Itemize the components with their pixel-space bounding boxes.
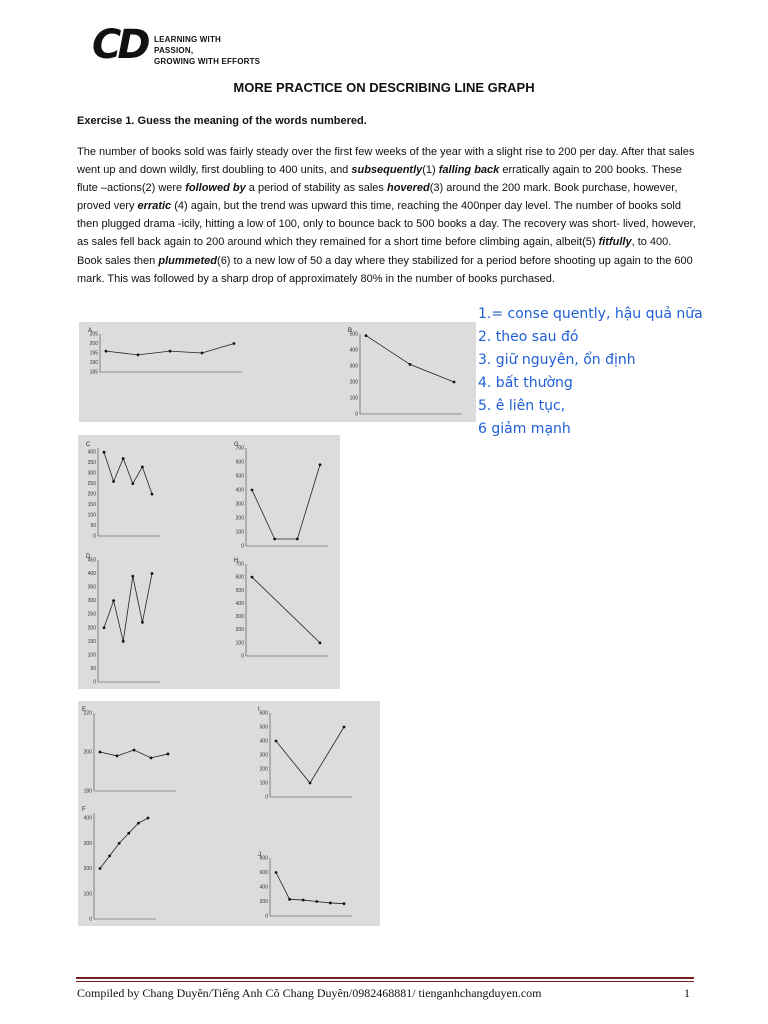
- page-title: MORE PRACTICE ON DESCRIBING LINE GRAPH: [233, 80, 535, 95]
- series-line: [100, 818, 148, 868]
- y-tick-label: 200: [235, 627, 244, 634]
- handwritten-note: 4. bất thường: [478, 375, 573, 391]
- data-point: [112, 480, 115, 483]
- y-tick-label: 100: [235, 529, 244, 536]
- data-point: [103, 451, 106, 454]
- y-tick-label: 0: [241, 653, 244, 660]
- paragraph-text: a period of stability as sales: [245, 182, 387, 195]
- data-point: [233, 342, 236, 345]
- y-tick-label: 300: [349, 363, 358, 370]
- series-line: [104, 452, 152, 494]
- y-tick-label: 200: [235, 515, 244, 522]
- data-point: [319, 463, 322, 466]
- y-tick-label: 600: [235, 459, 244, 466]
- y-tick-label: 200: [83, 749, 92, 756]
- line-chart-b: [346, 326, 466, 418]
- y-tick-label: 200: [89, 341, 98, 347]
- line-chart-c: [84, 440, 164, 540]
- data-point: [288, 898, 291, 901]
- data-point: [343, 726, 346, 729]
- y-tick-label: 500: [259, 724, 268, 731]
- data-point: [343, 902, 346, 905]
- series-line: [276, 727, 344, 783]
- y-tick-label: 600: [259, 710, 268, 717]
- y-tick-label: 150: [87, 502, 96, 509]
- data-point: [131, 575, 134, 578]
- data-point: [127, 832, 130, 835]
- line-chart-g: [232, 440, 332, 550]
- y-tick-label: 400: [87, 571, 96, 578]
- chart-svg: [84, 552, 164, 686]
- data-point: [329, 902, 332, 905]
- data-point: [105, 350, 108, 353]
- line-chart-e: [80, 705, 180, 795]
- data-point: [112, 599, 115, 602]
- y-tick-label: 600: [259, 870, 268, 876]
- y-tick-label: 400: [235, 600, 244, 607]
- logo-mark: CD: [92, 22, 147, 68]
- data-point: [141, 465, 144, 468]
- y-tick-label: 400: [87, 449, 96, 456]
- series-line: [276, 873, 344, 904]
- y-tick-label: 500: [235, 473, 244, 480]
- paragraph-text: erratically again to 200 books. These flute –actions(2) were: [77, 164, 682, 195]
- data-point: [103, 626, 106, 629]
- y-tick-label: 200: [87, 625, 96, 632]
- data-point: [273, 538, 276, 541]
- emphasized-term: followed by: [185, 182, 246, 195]
- y-tick-label: 100: [87, 512, 96, 519]
- data-point: [319, 641, 322, 644]
- chart-svg: [80, 805, 160, 923]
- y-tick-label: 300: [87, 598, 96, 605]
- y-tick-label: 300: [83, 840, 92, 847]
- chart-letter: J: [258, 852, 261, 858]
- data-point: [137, 822, 140, 825]
- series-line: [252, 465, 320, 539]
- y-tick-label: 400: [83, 815, 92, 822]
- data-point: [315, 900, 318, 903]
- y-tick-label: 200: [83, 866, 92, 873]
- y-tick-label: 180: [83, 788, 92, 795]
- paragraph-text: The number of books sold was fairly steady over the first few weeks of the year with a slight rise to 200 per day. After that sales went up and down wildly, first doubling to 400 units, and: [77, 146, 695, 177]
- data-point: [453, 381, 456, 384]
- y-tick-label: 190: [89, 360, 98, 366]
- y-tick-label: 205: [89, 331, 98, 338]
- paragraph-text: (6) to a new low of 50 a day where they stabilized for a period before shooting up again to the 600 mark. This was followed by a sharp drop of approximately 80% in the number of books purchased.: [77, 254, 693, 285]
- handwritten-note: 5. ê liên tục,: [478, 398, 566, 414]
- line-chart-j: [256, 850, 356, 920]
- y-tick-label: 200: [259, 899, 268, 905]
- chart-svg: [84, 440, 164, 540]
- y-tick-label: 100: [83, 891, 92, 898]
- chart-letter: H: [234, 558, 239, 564]
- paragraph-text: (1): [422, 164, 439, 177]
- data-point: [151, 572, 154, 575]
- emphasized-term: hovered: [386, 182, 430, 195]
- exercise-paragraph: [77, 143, 697, 288]
- handwritten-note: 2. theo sau đó: [478, 329, 579, 345]
- y-tick-label: 450: [87, 557, 96, 564]
- emphasized-term: fitfully: [598, 236, 632, 249]
- line-chart-i: [256, 705, 356, 801]
- y-tick-label: 300: [235, 614, 244, 621]
- data-point: [118, 842, 121, 845]
- chart-svg: [80, 705, 180, 795]
- footer-rule: [76, 977, 694, 979]
- y-tick-label: 0: [355, 411, 358, 418]
- y-tick-label: 800: [259, 855, 268, 862]
- footer-rule-thin: [76, 981, 694, 982]
- handwritten-note: 1.= conse quently, hậu quả nữa: [478, 306, 703, 322]
- y-tick-label: 200: [349, 379, 358, 386]
- handwritten-note: 3. giữ nguyên, ổn định: [478, 352, 636, 368]
- chart-letter: G: [234, 442, 239, 448]
- emphasized-term: plummeted: [158, 254, 218, 267]
- y-tick-label: 400: [349, 347, 358, 354]
- y-tick-label: 300: [259, 752, 268, 759]
- data-point: [251, 489, 254, 492]
- y-tick-label: 400: [259, 738, 268, 745]
- y-tick-label: 500: [349, 331, 358, 338]
- data-point: [150, 756, 153, 759]
- y-tick-label: 300: [87, 470, 96, 477]
- chart-svg: [232, 556, 332, 660]
- page-number: 1: [684, 986, 690, 1000]
- y-tick-label: 350: [87, 584, 96, 591]
- chart-letter: A: [88, 328, 93, 334]
- y-tick-label: 500: [235, 587, 244, 594]
- tagline-line-2: GROWING WITH EFFORTS: [154, 57, 261, 66]
- chart-svg: [346, 326, 466, 418]
- y-tick-label: 185: [89, 369, 98, 376]
- handwritten-notes: [478, 306, 738, 444]
- data-point: [99, 867, 102, 870]
- data-point: [133, 749, 136, 752]
- tagline-line-1: LEARNING WITH PASSION,: [154, 35, 222, 55]
- chart-letter: D: [86, 554, 91, 560]
- series-line: [366, 336, 454, 382]
- emphasized-term: subsequently: [351, 164, 423, 177]
- chart-svg: [86, 326, 246, 376]
- data-point: [116, 755, 119, 758]
- y-tick-label: 400: [235, 487, 244, 494]
- data-point: [151, 493, 154, 496]
- y-tick-label: 350: [87, 460, 96, 467]
- data-point: [169, 350, 172, 353]
- data-point: [365, 334, 368, 337]
- y-tick-label: 195: [89, 350, 98, 357]
- y-tick-label: 200: [87, 491, 96, 498]
- chart-svg: [256, 850, 356, 920]
- y-tick-label: 700: [235, 445, 244, 452]
- y-tick-label: 700: [235, 561, 244, 568]
- handwritten-note: 6 giảm mạnh: [478, 421, 571, 437]
- paragraph-text: , to 400. Book sales then: [77, 236, 672, 267]
- chart-letter: C: [86, 442, 91, 448]
- chart-svg: [256, 705, 356, 801]
- y-tick-label: 0: [265, 913, 268, 920]
- data-point: [201, 352, 204, 355]
- y-tick-label: 50: [90, 523, 96, 530]
- logo: [92, 22, 262, 72]
- data-point: [131, 482, 134, 485]
- series-line: [104, 574, 152, 642]
- data-point: [141, 621, 144, 624]
- chart-letter: B: [348, 328, 353, 334]
- chart-letter: F: [82, 807, 86, 813]
- y-tick-label: 300: [235, 501, 244, 508]
- y-tick-label: 100: [87, 652, 96, 659]
- y-tick-label: 0: [265, 794, 268, 801]
- data-point: [409, 363, 412, 366]
- data-point: [251, 576, 254, 579]
- data-point: [275, 740, 278, 743]
- data-point: [302, 899, 305, 902]
- y-tick-label: 250: [87, 611, 96, 618]
- y-tick-label: 0: [93, 533, 96, 540]
- paragraph-text: (4) again, but the trend was upward this time, reaching the 400nper day level. The number of books sold then plugged drama -icily, hitting a low of 100, only to bounce back to 500 books a day. The recovery was short- lived, however, as sales fell back again to 200 around which they remained for a short time before climbing again, albeit(5): [77, 200, 696, 249]
- y-tick-label: 100: [235, 640, 244, 647]
- data-point: [99, 751, 102, 754]
- emphasized-term: erratic: [137, 200, 172, 213]
- chart-letter: E: [82, 707, 87, 713]
- y-tick-label: 150: [87, 638, 96, 645]
- y-tick-label: 0: [93, 679, 96, 686]
- y-tick-label: 600: [235, 574, 244, 581]
- y-tick-label: 0: [89, 916, 92, 923]
- y-tick-label: 250: [87, 481, 96, 488]
- data-point: [275, 871, 278, 874]
- data-point: [296, 538, 299, 541]
- emphasized-term: falling back: [438, 164, 500, 177]
- series-line: [252, 577, 320, 643]
- y-tick-label: 0: [241, 543, 244, 550]
- y-tick-label: 400: [259, 884, 268, 891]
- line-chart-a: [86, 326, 246, 376]
- line-chart-h: [232, 556, 332, 660]
- y-tick-label: 100: [259, 780, 268, 787]
- exercise-heading: Exercise 1. Guess the meaning of the words numbered.: [77, 115, 367, 127]
- data-point: [122, 640, 125, 643]
- footer-text: Compiled by Chang Duyên/Tiếng Anh Cô Chang Duyên/0982468881/ tienganhchangduyen.com: [77, 986, 542, 1000]
- line-chart-d: [84, 552, 164, 686]
- y-tick-label: 220: [83, 710, 92, 717]
- paragraph-text: (3) around the 200 mark. Book purchase, however, proved very: [77, 182, 678, 213]
- data-point: [147, 817, 150, 820]
- y-tick-label: 100: [349, 395, 358, 402]
- data-point: [137, 354, 140, 357]
- chart-svg: [232, 440, 332, 550]
- data-point: [122, 457, 125, 460]
- data-point: [108, 855, 111, 858]
- series-line: [106, 344, 234, 355]
- logo-tagline: [154, 34, 262, 67]
- line-chart-f: [80, 805, 160, 923]
- y-tick-label: 200: [259, 766, 268, 773]
- data-point: [309, 782, 312, 785]
- y-tick-label: 50: [90, 665, 96, 672]
- chart-letter: I: [258, 707, 260, 713]
- data-point: [167, 753, 170, 756]
